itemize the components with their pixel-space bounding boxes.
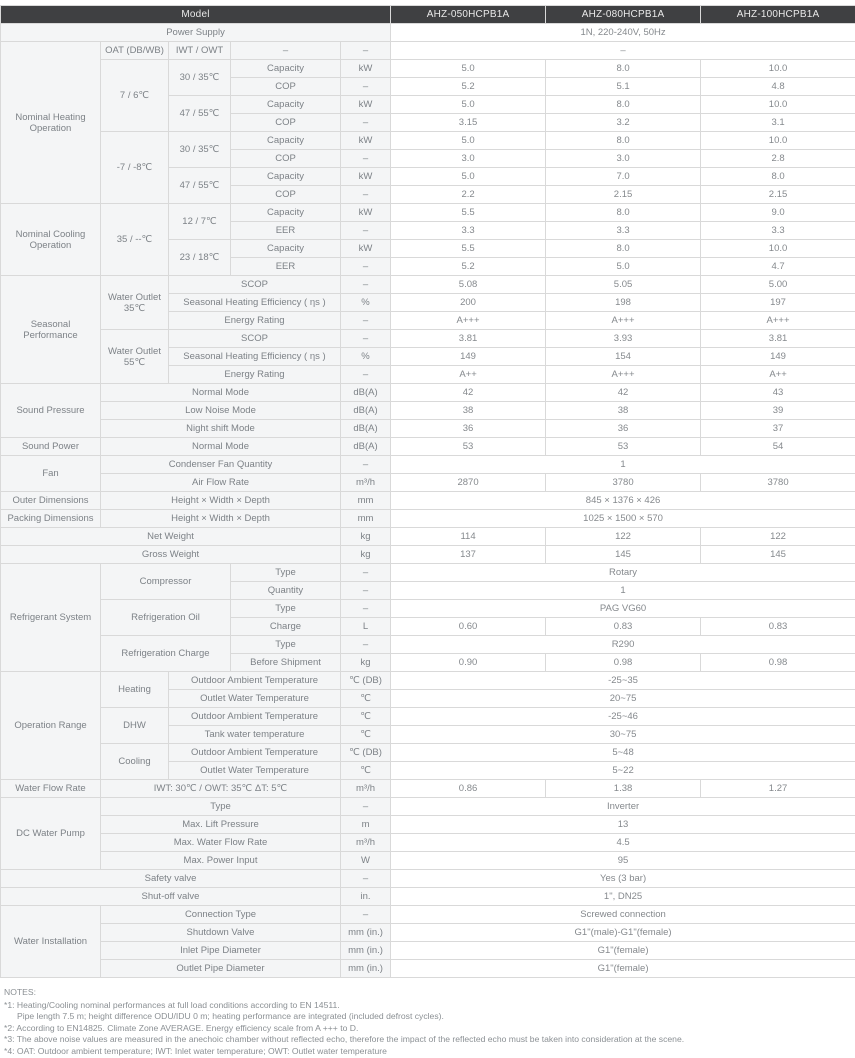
value-cell: 197 — [701, 294, 855, 312]
label-cell: DHW — [101, 708, 169, 744]
label-cell: Capacity — [231, 240, 341, 258]
notes-section — [0, 987, 855, 1058]
value-cell: 10.0 — [701, 240, 855, 258]
value-cell: A+++ — [546, 312, 701, 330]
unit-cell: m³/h — [341, 834, 391, 852]
unit-cell: mm — [341, 510, 391, 528]
label-cell: Type — [101, 798, 341, 816]
value-cell: 10.0 — [701, 96, 855, 114]
unit-cell: – — [341, 186, 391, 204]
value-cell: 5.0 — [391, 132, 546, 150]
unit-cell: ℃ — [341, 708, 391, 726]
unit-cell: – — [341, 78, 391, 96]
label-cell: Heating — [101, 672, 169, 708]
unit-cell: dB(A) — [341, 438, 391, 456]
value-cell: 36 — [546, 420, 701, 438]
value-cell: 53 — [391, 438, 546, 456]
label-cell: Low Noise Mode — [101, 402, 341, 420]
value-cell: 1", DN25 — [391, 888, 855, 906]
label-cell: EER — [231, 258, 341, 276]
label-cell: Power Supply — [1, 24, 391, 42]
label-cell: Shutdown Valve — [101, 924, 341, 942]
label-cell: Outlet Water Temperature — [169, 762, 341, 780]
value-cell: Inverter — [391, 798, 855, 816]
value-cell: 3.3 — [546, 222, 701, 240]
unit-cell: – — [341, 312, 391, 330]
unit-cell: m — [341, 816, 391, 834]
unit-cell: – — [341, 42, 391, 60]
unit-cell: mm — [341, 492, 391, 510]
label-cell: 12 / 7℃ — [169, 204, 231, 240]
label-cell: Outlet Water Temperature — [169, 690, 341, 708]
value-cell: 53 — [546, 438, 701, 456]
value-cell: 145 — [546, 546, 701, 564]
unit-cell: ℃ (DB) — [341, 672, 391, 690]
label-cell: 35 / --℃ — [101, 204, 169, 276]
label-cell: Height × Width × Depth — [101, 492, 341, 510]
unit-cell: – — [341, 150, 391, 168]
value-cell: 8.0 — [546, 60, 701, 78]
model-header-cell: AHZ-080HCPB1A — [546, 6, 701, 24]
unit-cell: – — [341, 564, 391, 582]
value-cell: 37 — [701, 420, 855, 438]
label-cell: Outer Dimensions — [1, 492, 101, 510]
value-cell: 8.0 — [701, 168, 855, 186]
value-cell: 1 — [391, 582, 855, 600]
value-cell: 0.98 — [546, 654, 701, 672]
unit-cell: in. — [341, 888, 391, 906]
label-cell: Refrigerant System — [1, 564, 101, 672]
value-cell: 5.0 — [391, 60, 546, 78]
value-cell: 2.2 — [391, 186, 546, 204]
unit-cell: – — [341, 600, 391, 618]
note-line: *3: The above noise values are measured in the anechoic chamber without reflected echo, therefore the impact of the reflected echo must be taken into consideration at the scene. — [4, 1034, 855, 1046]
value-cell: 3.81 — [701, 330, 855, 348]
label-cell: IWT / OWT — [169, 42, 231, 60]
label-cell: Energy Rating — [169, 366, 341, 384]
label-cell: Outdoor Ambient Temperature — [169, 672, 341, 690]
label-cell: COP — [231, 186, 341, 204]
unit-cell: – — [341, 798, 391, 816]
notes-title: NOTES: — [4, 987, 855, 999]
value-cell: 5.5 — [391, 240, 546, 258]
label-cell: Type — [231, 564, 341, 582]
value-cell: A+++ — [701, 312, 855, 330]
note-line: *1: Heating/Cooling nominal performances at full load conditions according to EN 14511. — [4, 1000, 855, 1012]
value-cell: 42 — [391, 384, 546, 402]
value-cell: 5.05 — [546, 276, 701, 294]
value-cell: 2.15 — [701, 186, 855, 204]
value-cell: 149 — [701, 348, 855, 366]
label-cell: Outlet Pipe Diameter — [101, 960, 341, 978]
label-cell: Max. Lift Pressure — [101, 816, 341, 834]
value-cell: – — [391, 42, 855, 60]
value-cell: 3.3 — [701, 222, 855, 240]
label-cell: Water Outlet 55℃ — [101, 330, 169, 384]
unit-cell: – — [341, 582, 391, 600]
label-cell: Seasonal Heating Efficiency ( ηs ) — [169, 294, 341, 312]
value-cell: 2870 — [391, 474, 546, 492]
value-cell: 1N, 220-240V, 50Hz — [391, 24, 855, 42]
label-cell: Condenser Fan Quantity — [101, 456, 341, 474]
label-cell: Capacity — [231, 168, 341, 186]
unit-cell: – — [341, 222, 391, 240]
label-cell: Charge — [231, 618, 341, 636]
value-cell: 0.98 — [701, 654, 855, 672]
value-cell: 4.7 — [701, 258, 855, 276]
value-cell: 8.0 — [546, 132, 701, 150]
label-cell: COP — [231, 114, 341, 132]
label-cell: 30 / 35℃ — [169, 132, 231, 168]
label-cell: Refrigeration Oil — [101, 600, 231, 636]
value-cell: 5.1 — [546, 78, 701, 96]
value-cell: 9.0 — [701, 204, 855, 222]
label-cell: Nominal Heating Operation — [1, 42, 101, 204]
value-cell: 200 — [391, 294, 546, 312]
value-cell: 3.1 — [701, 114, 855, 132]
unit-cell: ℃ — [341, 726, 391, 744]
value-cell: 10.0 — [701, 60, 855, 78]
label-cell: 23 / 18℃ — [169, 240, 231, 276]
label-cell: Water Outlet 35℃ — [101, 276, 169, 330]
label-cell: Type — [231, 636, 341, 654]
label-cell: -7 / -8℃ — [101, 132, 169, 204]
value-cell: 38 — [391, 402, 546, 420]
value-cell: 3780 — [546, 474, 701, 492]
unit-cell: – — [341, 366, 391, 384]
value-cell: 1.27 — [701, 780, 855, 798]
label-cell: Height × Width × Depth — [101, 510, 341, 528]
value-cell: 36 — [391, 420, 546, 438]
spec-table-body — [1, 6, 855, 978]
value-cell: 8.0 — [546, 204, 701, 222]
value-cell: 4.8 — [701, 78, 855, 96]
value-cell: 5.5 — [391, 204, 546, 222]
value-cell: G1"(male)-G1"(female) — [391, 924, 855, 942]
value-cell: 8.0 — [546, 240, 701, 258]
value-cell: 0.83 — [546, 618, 701, 636]
value-cell: 5.0 — [546, 258, 701, 276]
label-cell: Capacity — [231, 96, 341, 114]
value-cell: 1 — [391, 456, 855, 474]
value-cell: 3.15 — [391, 114, 546, 132]
model-header-cell: AHZ-050HCPB1A — [391, 6, 546, 24]
unit-cell: m³/h — [341, 474, 391, 492]
unit-cell: L — [341, 618, 391, 636]
value-cell: 3.2 — [546, 114, 701, 132]
value-cell: 0.83 — [701, 618, 855, 636]
label-cell: Capacity — [231, 132, 341, 150]
value-cell: Rotary — [391, 564, 855, 582]
unit-cell: mm (in.) — [341, 924, 391, 942]
value-cell: 5~22 — [391, 762, 855, 780]
unit-cell: ℃ (DB) — [341, 744, 391, 762]
label-cell: 47 / 55℃ — [169, 168, 231, 204]
unit-cell: kg — [341, 654, 391, 672]
label-cell: Capacity — [231, 60, 341, 78]
label-cell: SCOP — [169, 330, 341, 348]
label-cell: EER — [231, 222, 341, 240]
label-cell: Before Shipment — [231, 654, 341, 672]
spec-table — [0, 5, 855, 978]
value-cell: 122 — [546, 528, 701, 546]
unit-cell: – — [341, 330, 391, 348]
value-cell: A+++ — [546, 366, 701, 384]
value-cell: 0.90 — [391, 654, 546, 672]
label-cell: Outdoor Ambient Temperature — [169, 708, 341, 726]
label-cell: Tank water temperature — [169, 726, 341, 744]
label-cell: COP — [231, 78, 341, 96]
unit-cell: kW — [341, 168, 391, 186]
label-cell: Sound Pressure — [1, 384, 101, 438]
value-cell: 154 — [546, 348, 701, 366]
value-cell: 3.0 — [391, 150, 546, 168]
unit-cell: W — [341, 852, 391, 870]
unit-cell: kg — [341, 528, 391, 546]
unit-cell: – — [341, 870, 391, 888]
label-cell: Gross Weight — [1, 546, 341, 564]
value-cell: 3.3 — [391, 222, 546, 240]
note-line: *2: According to EN14825. Climate Zone AVERAGE. Energy efficiency scale from A +++ to D. — [4, 1023, 855, 1035]
label-cell: Capacity — [231, 204, 341, 222]
unit-cell: kg — [341, 546, 391, 564]
unit-cell: mm (in.) — [341, 942, 391, 960]
label-cell: Cooling — [101, 744, 169, 780]
value-cell: A++ — [701, 366, 855, 384]
value-cell: -25~46 — [391, 708, 855, 726]
unit-cell: – — [341, 456, 391, 474]
label-cell: Normal Mode — [101, 438, 341, 456]
unit-cell: kW — [341, 132, 391, 150]
value-cell: Screwed connection — [391, 906, 855, 924]
value-cell: 4.5 — [391, 834, 855, 852]
value-cell: 54 — [701, 438, 855, 456]
value-cell: G1"(female) — [391, 960, 855, 978]
label-cell: Fan — [1, 456, 101, 492]
label-cell: SCOP — [169, 276, 341, 294]
value-cell: 3.93 — [546, 330, 701, 348]
value-cell: A++ — [391, 366, 546, 384]
label-cell: OAT (DB/WB) — [101, 42, 169, 60]
value-cell: 114 — [391, 528, 546, 546]
label-cell: Safety valve — [1, 870, 341, 888]
value-cell: Yes (3 bar) — [391, 870, 855, 888]
label-cell: DC Water Pump — [1, 798, 101, 870]
value-cell: 7.0 — [546, 168, 701, 186]
value-cell: 39 — [701, 402, 855, 420]
model-header-cell: AHZ-100HCPB1A — [701, 6, 855, 24]
unit-cell: – — [341, 636, 391, 654]
label-cell: 47 / 55℃ — [169, 96, 231, 132]
label-cell: Operation Range — [1, 672, 101, 780]
unit-cell: kW — [341, 240, 391, 258]
label-cell: Nominal Cooling Operation — [1, 204, 101, 276]
value-cell: R290 — [391, 636, 855, 654]
value-cell: 1.38 — [546, 780, 701, 798]
label-cell: COP — [231, 150, 341, 168]
label-cell: Seasonal Heating Efficiency ( ηs ) — [169, 348, 341, 366]
value-cell: 42 — [546, 384, 701, 402]
value-cell: 13 — [391, 816, 855, 834]
value-cell: -25~35 — [391, 672, 855, 690]
unit-cell: – — [341, 258, 391, 276]
label-cell: Normal Mode — [101, 384, 341, 402]
label-cell: Inlet Pipe Diameter — [101, 942, 341, 960]
value-cell: 5.0 — [391, 96, 546, 114]
unit-cell: kW — [341, 204, 391, 222]
label-cell: Air Flow Rate — [101, 474, 341, 492]
label-cell: Packing Dimensions — [1, 510, 101, 528]
value-cell: 5.00 — [701, 276, 855, 294]
unit-cell: % — [341, 294, 391, 312]
unit-cell: – — [341, 114, 391, 132]
label-cell: Shut-off valve — [1, 888, 341, 906]
unit-cell: dB(A) — [341, 420, 391, 438]
label-cell: 7 / 6℃ — [101, 60, 169, 132]
label-cell: Max. Water Flow Rate — [101, 834, 341, 852]
value-cell: 145 — [701, 546, 855, 564]
value-cell: 3780 — [701, 474, 855, 492]
value-cell: 2.8 — [701, 150, 855, 168]
value-cell: 845 × 1376 × 426 — [391, 492, 855, 510]
label-cell: Energy Rating — [169, 312, 341, 330]
label-cell: IWT: 30℃ / OWT: 35℃ ΔT: 5℃ — [101, 780, 341, 798]
value-cell: 5.2 — [391, 258, 546, 276]
label-cell: Night shift Mode — [101, 420, 341, 438]
unit-cell: m³/h — [341, 780, 391, 798]
value-cell: 5.0 — [391, 168, 546, 186]
label-cell: Seasonal Performance — [1, 276, 101, 384]
label-cell: Max. Power Input — [101, 852, 341, 870]
label-cell: Net Weight — [1, 528, 341, 546]
value-cell: PAG VG60 — [391, 600, 855, 618]
label-cell: Refrigeration Charge — [101, 636, 231, 672]
value-cell: 0.86 — [391, 780, 546, 798]
value-cell: 20~75 — [391, 690, 855, 708]
label-cell: – — [231, 42, 341, 60]
value-cell: 1025 × 1500 × 570 — [391, 510, 855, 528]
note-line: Pipe length 7.5 m; height difference ODU/IDU 0 m; heating performance are integrated (included defrost cycles). — [4, 1011, 855, 1023]
value-cell: 43 — [701, 384, 855, 402]
unit-cell: mm (in.) — [341, 960, 391, 978]
value-cell: 10.0 — [701, 132, 855, 150]
label-cell: Type — [231, 600, 341, 618]
unit-cell: kW — [341, 60, 391, 78]
value-cell: 122 — [701, 528, 855, 546]
label-cell: Water Flow Rate — [1, 780, 101, 798]
label-cell: Sound Power — [1, 438, 101, 456]
value-cell: 5.2 — [391, 78, 546, 96]
label-cell: 30 / 35℃ — [169, 60, 231, 96]
value-cell: 38 — [546, 402, 701, 420]
unit-cell: – — [341, 276, 391, 294]
label-cell: Compressor — [101, 564, 231, 600]
unit-cell: – — [341, 906, 391, 924]
label-cell: Quantity — [231, 582, 341, 600]
unit-cell: dB(A) — [341, 384, 391, 402]
unit-cell: kW — [341, 96, 391, 114]
label-cell: Water Installation — [1, 906, 101, 978]
unit-cell: % — [341, 348, 391, 366]
value-cell: 2.15 — [546, 186, 701, 204]
unit-cell: ℃ — [341, 762, 391, 780]
unit-cell: ℃ — [341, 690, 391, 708]
model-header-cell: Model — [1, 6, 391, 24]
value-cell: 3.81 — [391, 330, 546, 348]
label-cell: Connection Type — [101, 906, 341, 924]
value-cell: 5.08 — [391, 276, 546, 294]
value-cell: 137 — [391, 546, 546, 564]
value-cell: 30~75 — [391, 726, 855, 744]
value-cell: 149 — [391, 348, 546, 366]
value-cell: 5~48 — [391, 744, 855, 762]
value-cell: 3.0 — [546, 150, 701, 168]
value-cell: A+++ — [391, 312, 546, 330]
value-cell: 95 — [391, 852, 855, 870]
value-cell: 8.0 — [546, 96, 701, 114]
note-line: *4: OAT: Outdoor ambient temperature; IWT: Inlet water temperature; OWT: Outlet water temperature — [4, 1046, 855, 1058]
label-cell: Outdoor Ambient Temperature — [169, 744, 341, 762]
unit-cell: dB(A) — [341, 402, 391, 420]
value-cell: 0.60 — [391, 618, 546, 636]
value-cell: 198 — [546, 294, 701, 312]
value-cell: G1"(female) — [391, 942, 855, 960]
